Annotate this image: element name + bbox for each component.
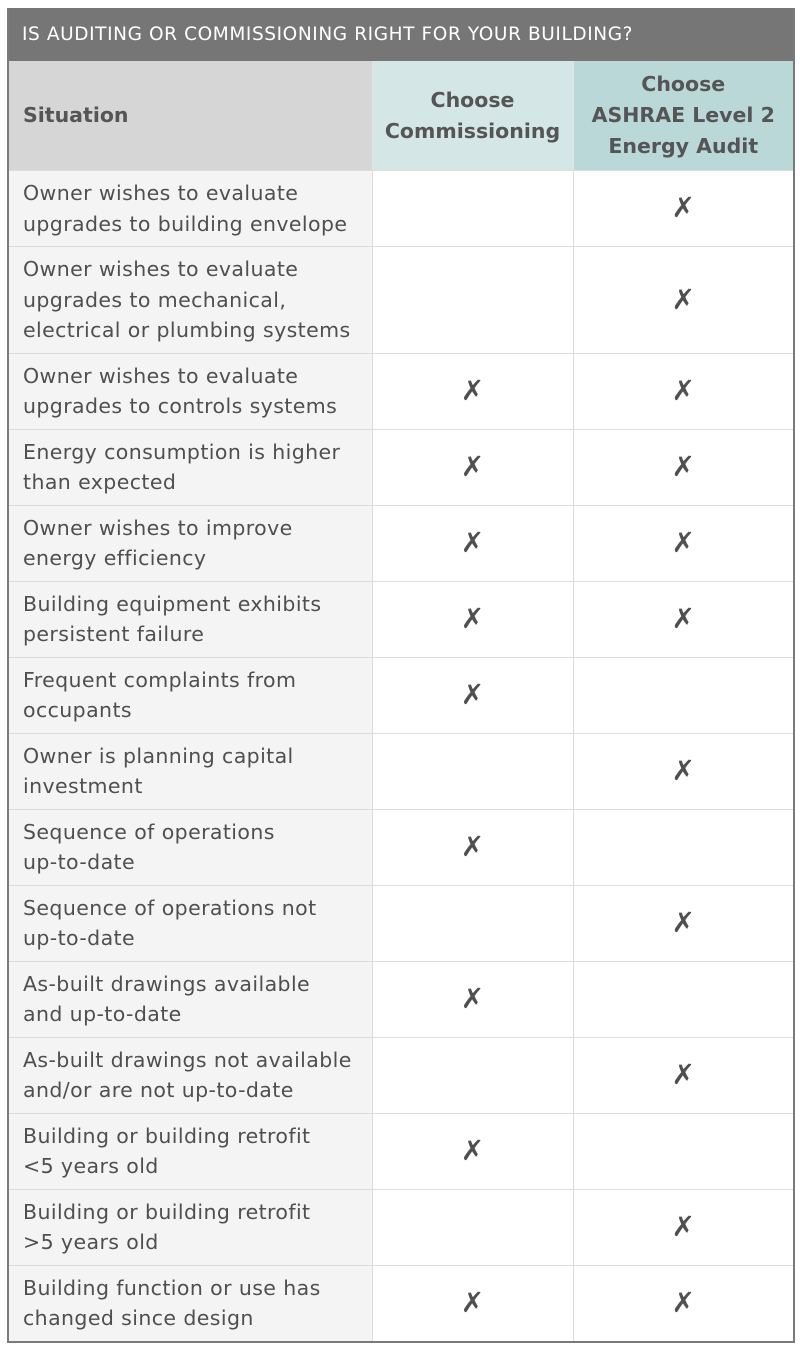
audit-cell [573, 809, 793, 885]
table-row [9, 429, 793, 505]
x-mark-icon: ✗ [671, 191, 695, 225]
situation-cell [9, 247, 372, 354]
situation-line: Owner is planning capital [23, 743, 294, 768]
x-mark-icon: ✗ [460, 449, 485, 483]
situation-line: Building equipment exhibits [23, 591, 322, 616]
commissioning-cell [372, 961, 573, 1037]
column-header-commissioning: Choose Commissioning [372, 61, 573, 171]
column-header-situation: Situation [9, 61, 372, 171]
situation-cell [9, 1189, 372, 1265]
situation-line: Sequence of operations not [23, 895, 317, 920]
situation-line: up-to-date [23, 850, 135, 874]
situation-cell [9, 429, 372, 505]
table-row [9, 1037, 793, 1113]
situation-line: <5 years old [23, 1154, 159, 1178]
table-row [9, 505, 793, 581]
situation-cell [9, 1113, 372, 1189]
x-mark-icon: ✗ [460, 829, 485, 863]
audit-cell [573, 885, 793, 961]
commissioning-cell [372, 353, 573, 429]
audit-cell [573, 1265, 793, 1341]
audit-cell [573, 171, 793, 247]
commissioning-cell [372, 1037, 573, 1113]
situation-line: and up-to-date [23, 1002, 182, 1026]
situation-cell [9, 171, 372, 247]
situation-cell [9, 1265, 372, 1341]
situation-line: As-built drawings not available [23, 1047, 352, 1072]
commissioning-cell [372, 1189, 573, 1265]
audit-cell [573, 1037, 793, 1113]
situation-line: and/or are not up-to-date [23, 1078, 294, 1102]
situation-line: Building function or use has [23, 1275, 321, 1300]
x-mark-icon: ✗ [671, 1209, 695, 1243]
situation-line: than expected [23, 470, 177, 494]
x-mark-icon: ✗ [671, 1057, 695, 1091]
commissioning-cell [372, 171, 573, 247]
situation-line: upgrades to mechanical, [23, 287, 287, 312]
comparison-table-card [7, 8, 795, 1343]
situation-cell [9, 581, 372, 657]
audit-cell [573, 657, 793, 733]
x-mark-icon: ✗ [460, 1285, 485, 1319]
x-mark-icon: ✗ [671, 601, 695, 635]
x-mark-icon: ✗ [671, 282, 695, 316]
situation-line: Owner wishes to evaluate [23, 363, 299, 388]
situation-line: Owner wishes to evaluate [23, 257, 299, 281]
audit-cell [573, 505, 793, 581]
table-row [9, 961, 793, 1037]
situation-line: Building or building retrofit [23, 1123, 311, 1148]
table-row [9, 1265, 793, 1341]
x-mark-icon: ✗ [460, 373, 485, 407]
situation-line: changed since design [23, 1306, 254, 1330]
situation-line: Owner wishes to evaluate [23, 181, 299, 205]
x-mark-icon: ✗ [671, 373, 695, 407]
audit-cell [573, 581, 793, 657]
situation-line: energy efficiency [23, 546, 207, 570]
x-mark-icon: ✗ [671, 753, 695, 787]
x-mark-icon: ✗ [671, 449, 695, 483]
commissioning-cell [372, 505, 573, 581]
situation-cell [9, 1037, 372, 1113]
situation-cell [9, 733, 372, 809]
table-row [9, 733, 793, 809]
x-mark-icon: ✗ [671, 905, 695, 939]
table-row [9, 247, 793, 354]
audit-cell [573, 429, 793, 505]
situation-line: Energy consumption is higher [23, 439, 341, 464]
audit-cell [573, 1113, 793, 1189]
situation-cell [9, 505, 372, 581]
table-title: IS AUDITING OR COMMISSIONING RIGHT FOR YOUR BUILDING? [22, 24, 634, 45]
audit-cell [573, 961, 793, 1037]
commissioning-cell [372, 1265, 573, 1341]
commissioning-cell [372, 809, 573, 885]
x-mark-icon: ✗ [460, 981, 485, 1015]
situation-line: Sequence of operations [23, 819, 275, 844]
table-body [9, 171, 793, 1341]
header-row [9, 61, 793, 171]
audit-cell [573, 247, 793, 354]
situation-line: Building or building retrofit [23, 1199, 311, 1224]
commissioning-cell [372, 733, 573, 809]
situation-cell [9, 353, 372, 429]
situation-cell [9, 961, 372, 1037]
commissioning-cell [372, 885, 573, 961]
situation-line: investment [23, 774, 143, 798]
situation-line: persistent failure [23, 622, 205, 646]
table-row [9, 885, 793, 961]
audit-cell [573, 353, 793, 429]
commissioning-cell [372, 1113, 573, 1189]
column-header-energy-audit: Choose ASHRAE Level 2 Energy Audit [573, 61, 793, 171]
comparison-table [9, 61, 793, 1341]
table-row [9, 171, 793, 247]
x-mark-icon: ✗ [460, 525, 485, 559]
situation-line: >5 years old [23, 1230, 159, 1254]
situation-line: occupants [23, 698, 132, 722]
x-mark-icon: ✗ [671, 1285, 695, 1319]
commissioning-cell [372, 581, 573, 657]
situation-line: upgrades to controls systems [23, 394, 338, 418]
table-title-bar [9, 8, 793, 61]
audit-cell [573, 1189, 793, 1265]
commissioning-cell [372, 247, 573, 354]
x-mark-icon: ✗ [460, 677, 485, 711]
audit-cell [573, 733, 793, 809]
x-mark-icon: ✗ [460, 1133, 485, 1167]
table-row [9, 809, 793, 885]
x-mark-icon: ✗ [671, 525, 695, 559]
situation-line: As-built drawings available [23, 971, 311, 996]
situation-line: Frequent complaints from [23, 667, 297, 692]
situation-line: upgrades to building envelope [23, 211, 348, 236]
situation-cell [9, 809, 372, 885]
table-row [9, 1189, 793, 1265]
table-row [9, 1113, 793, 1189]
table-row [9, 353, 793, 429]
situation-line: Owner wishes to improve [23, 515, 293, 540]
commissioning-cell [372, 657, 573, 733]
table-row [9, 581, 793, 657]
situation-line: up-to-date [23, 926, 135, 950]
commissioning-cell [372, 429, 573, 505]
table-row [9, 657, 793, 733]
situation-cell [9, 885, 372, 961]
situation-line: electrical or plumbing systems [23, 318, 351, 342]
situation-cell [9, 657, 372, 733]
x-mark-icon: ✗ [460, 601, 485, 635]
